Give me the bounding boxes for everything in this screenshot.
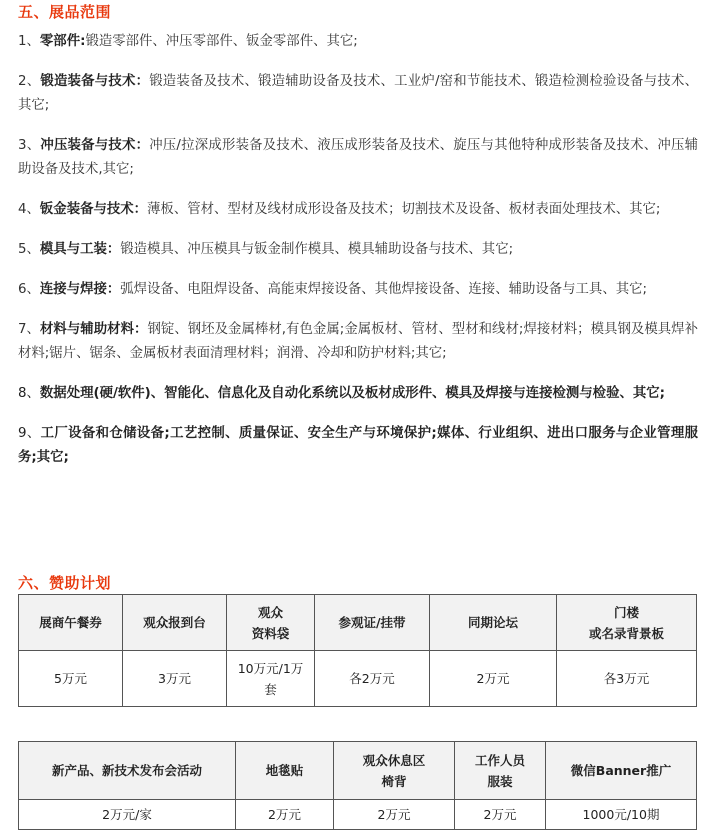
table-cell: 1000元/10期: [546, 800, 697, 830]
exhibit-item-9: [18, 422, 698, 470]
table-header-cell: 观众报到台: [123, 595, 227, 651]
table-header-cell: 观众休息区 椅背: [334, 742, 455, 800]
table-header-cell: 地毯贴: [236, 742, 334, 800]
exhibit-scope-list: [18, 30, 698, 486]
table-header-row: [19, 742, 697, 800]
table-header-cell: 观众 资料袋: [227, 595, 315, 651]
item-body: 锻造零部件、冲压零部件、钣金零部件、其它;: [85, 34, 358, 49]
item-number: 1、: [18, 34, 40, 49]
item-heading: 模具与工装：: [39, 242, 121, 257]
sponsorship-table-1: [18, 594, 697, 707]
item-number: 6、: [18, 282, 40, 297]
item-body: 数据处理(硬/软件)、智能化、信息化及自动化系统以及板材成形件、模具及焊接与连接检测与检验、其它;: [39, 386, 665, 401]
table-cell: 各2万元: [315, 651, 430, 707]
section-5-title: 五、展品范围: [18, 3, 112, 21]
item-heading: 材料与辅助材料：: [40, 322, 148, 337]
exhibit-item-1: [18, 30, 698, 54]
table-cell: 2万元: [334, 800, 455, 830]
item-body: 锻造模具、冲压模具与钣金制作模具、模具辅助设备与技术、其它;: [120, 242, 514, 257]
item-number: 3、: [18, 138, 41, 153]
table-row: [19, 651, 697, 707]
table-cell: 10万元/1万 套: [227, 651, 315, 707]
item-heading: 零部件:: [39, 34, 86, 49]
exhibit-item-3: [18, 134, 698, 182]
exhibit-item-4: [18, 198, 698, 222]
exhibit-item-5: [18, 238, 698, 262]
section-6-title: 六、赞助计划: [18, 574, 112, 592]
table-header-cell: 同期论坛: [430, 595, 557, 651]
item-body: 钢锭、钢坯及金属棒材,有色金属;金属板材、管材、型材和线材;焊接材料；模具钢及模具焊补材料;锯片、锯条、金属板材表面清理材料；润滑、冷却和防护材料;其它;: [18, 322, 699, 361]
table-cell: 2万元/家: [19, 800, 236, 830]
item-heading: 钣金装备与技术：: [39, 202, 148, 217]
item-body: 薄板、管材、型材及线材成形设备及技术；切割技术及设备、板材表面处理技术、其它;: [147, 202, 661, 217]
table-header-cell: 微信Banner推广: [546, 742, 697, 800]
table-row: [19, 800, 697, 830]
table-header-cell: 展商午餐券: [19, 595, 123, 651]
item-heading: 连接与焊接：: [39, 282, 121, 297]
exhibit-item-2: [18, 70, 698, 118]
item-body: 冲压/拉深成形装备及技术、液压成形装备及技术、旋压与其他特种成形装备及技术、冲压辅助设备及技术,其它;: [18, 138, 698, 177]
item-number: 9、: [18, 426, 41, 441]
item-body: 工厂设备和仓储设备;工艺控制、质量保证、安全生产与环境保护;媒体、行业组织、进出口服务与企业管理服务;其它;: [18, 426, 698, 465]
table-cell: 3万元: [123, 651, 227, 707]
table-cell: 2万元: [236, 800, 334, 830]
exhibit-item-6: [18, 278, 698, 302]
item-number: 5、: [18, 242, 40, 257]
table-cell: 2万元: [430, 651, 557, 707]
item-number: 2、: [18, 74, 41, 89]
item-heading: 冲压装备与技术：: [40, 138, 150, 153]
table-header-cell: 工作人员 服装: [455, 742, 546, 800]
item-number: 8、: [18, 386, 40, 401]
table-header-cell: 新产品、新技术发布会活动: [19, 742, 236, 800]
table-cell: 各3万元: [557, 651, 697, 707]
table-header-cell: 参观证/挂带: [315, 595, 430, 651]
item-number: 7、: [18, 322, 40, 337]
item-number: 4、: [18, 202, 40, 217]
table-header-cell: 门楼 或名录背景板: [557, 595, 697, 651]
item-body: 锻造装备及技术、锻造辅助设备及技术、工业炉/窑和节能技术、锻造检测检验设备与技术、其它;: [18, 74, 698, 113]
exhibit-item-7: [18, 318, 698, 366]
table-header-row: [19, 595, 697, 651]
sponsorship-table-2: [18, 741, 697, 830]
table-cell: 2万元: [455, 800, 546, 830]
item-body: 弧焊设备、电阻焊设备、高能束焊接设备、其他焊接设备、连接、辅助设备与工具、其它;: [120, 282, 648, 297]
exhibit-item-8: [18, 382, 698, 406]
table-cell: 5万元: [19, 651, 123, 707]
item-heading: 锻造装备与技术：: [40, 74, 150, 89]
